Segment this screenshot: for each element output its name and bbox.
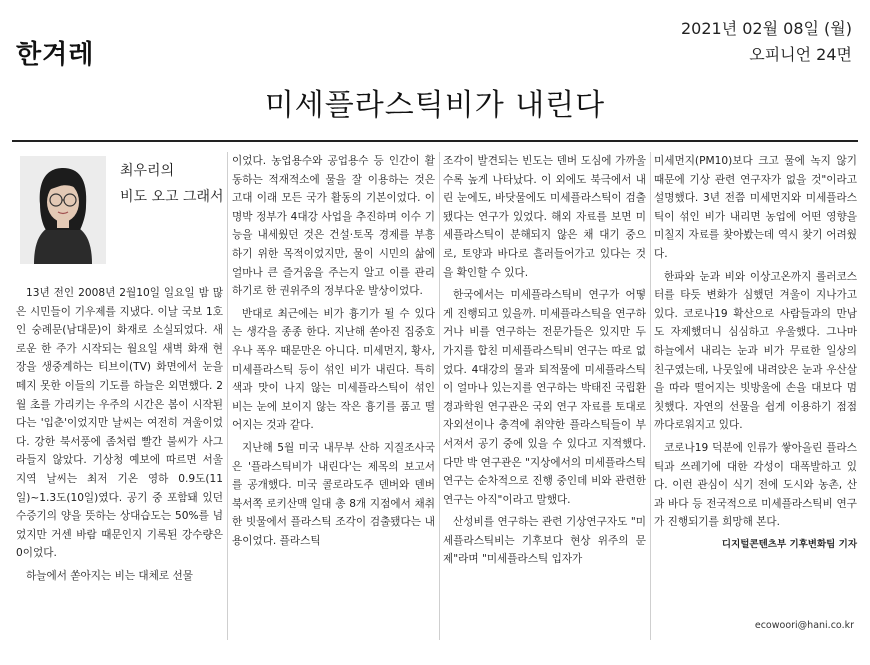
column-title-line1: 최우리의 — [120, 163, 175, 179]
paragraph: 지난해 5월 미국 내무부 산하 지질조사국은 '플라스틱비가 내린다'는 제목의 보고서를 공개했다. 미국 콜로라도주 덴버와 덴버 북서쪽 로키산맥 일대 총 8개 지점에서 채취한 빗물에서 플라스틱 조각이 검출됐다는 내용이었다. 플라스틱 — [232, 441, 435, 547]
paragraph: 미세먼지(PM10)보다 크고 물에 녹지 않기 때문에 기상 관련 연구자가 없을 것"이라고 설명했다. 3년 전쯤 미세먼지와 미세플라스틱이 섞인 비가 내리면 농업에 어떤 영향을 미칠지 자료를 찾아봤는데 역시 찾기 어려웠다. — [654, 155, 857, 260]
paragraph: 코로나19 덕분에 인류가 쌓아올린 플라스틱과 쓰레기에 대한 각성이 대폭발하고 있다. 이런 관심이 식기 전에 도시와 농촌, 산과 바다 등 전국적으로 미세플라스틱비 연구가 진행되기를 희망해 본다. — [654, 441, 857, 529]
author-photo — [20, 156, 106, 264]
article-column-3 — [443, 152, 646, 569]
column-title-line2: 비도 오고 그래서 — [120, 189, 224, 205]
newspaper-logo: 한겨레 — [16, 40, 95, 70]
article-column-1 — [16, 284, 223, 586]
column-divider — [650, 152, 651, 640]
paragraph: 한국에서는 미세플라스틱비 연구가 어떻게 진행되고 있을까. 미세플라스틱을 연구하거나 비를 연구하는 전문가들은 있지만 두 가지를 합친 미세플라스틱비 연구는 따로 없었다. 4대강의 물과 퇴적물에 미세플라스틱이 얼마나 있는지를 연구하는 박태진 국립환경과학원 연구관은 국외 연구 자료를 토대로 자외선이나 충격에 취약한 플라스틱들이 부서져서 공기 중에 있을 수 있다고 지적했다. 다만 박 연구관은 "지상에서의 미세플라스틱 연구는 순차적으로 진행 중인데 비와 관련한 연구는 아직"이라고 말했다. — [443, 289, 646, 506]
publication-date: 2021년 02월 08일 (월) — [680, 19, 852, 38]
author-email: ecowoori@hani.co.kr — [754, 620, 854, 631]
article-column-2 — [232, 152, 435, 550]
column-title — [120, 158, 224, 210]
paragraph: 조각이 발견되는 빈도는 덴버 도심에 가까울수록 높게 나타났다. 이 외에도 북극에서 내린 눈에도, 바닷물에도 미세플라스틱이 검출됐다는 연구가 있었다. 해외 자료를 보면 미세플라스틱이 분해되지 않은 채 대기 중으로, 토양과 바다로 흘러들어가고 있다는 것을 확인할 수 있다. — [443, 155, 646, 279]
author-box — [14, 150, 226, 270]
author-byline: 디지털콘텐츠부 기후변화팀 기자 — [721, 538, 857, 550]
paragraph: 한파와 눈과 비와 이상고온까지 롤러코스터를 타듯 변화가 심했던 겨울이 지나가고 있다. 코로나19 확산으로 사람들과의 만남도 자제했더니 심심하고 우울했다. 그나마 하늘에서 내리는 눈과 비가 무료한 일상의 친구였는데, 나뭇잎에 내려앉은 눈과 우산살을 따라 떨어지는 빗방울에 손을 대보다 멈칫했다. 자연의 선물을 쉽게 이용하기 점점 까다로워지고 있다. — [654, 270, 857, 432]
headline-rule — [12, 140, 858, 142]
paragraph: 13년 전인 2008년 2월10일 일요일 밤 많은 시민들이 기우제를 지냈다. 이날 국보 1호인 숭례문(남대문)이 화재로 소실되었다. 새로운 한 주가 시작되는 월요일 새벽 화재 현장을 생중계하는 티브이(TV) 화면에서 눈을 떼지 못한 이들의 기도를 하늘은 외면했다. 2월 초를 가리키는 우주의 시간은 봄이 시작된다는 '입춘'이었지만 날씨는 여전히 겨울이었다. 강한 북서풍에 좀처럼 빨간 불씨가 사그라들지 않았다. 기상청 예보에 따르면 서울 지역 날씨는 최저 기온 영하 0.9도(11일)~1.3도(10일)였다. 공기 중 포함돼 있던 수증기의 양을 뜻하는 상대습도는 50%를 넘었지만 거센 바람 때문인지 기록된 강수량은 0이었다. — [16, 287, 223, 560]
column-divider — [227, 152, 228, 640]
paragraph: 이었다. 농업용수와 공업용수 등 인간이 활동하는 적재적소에 물을 잘 이용하는 것은 고대 이래 모든 국가 활동의 기본이었다. 이명박 정부가 4대강 사업을 추진하며 이수 기능을 내세웠던 것은 건설·토목 경제를 부흥하기 위한 목적이었지만, 물이 시민의 삶에 얼마나 큰 즐거움을 주는지 알고 이를 관리하기로 한 권위주의 정부다운 발상이었다. — [232, 155, 435, 298]
paragraph: 산성비를 연구하는 관련 기상연구자도 "미세플라스틱비는 기후보다 현상 위주의 문제"라며 "미세플라스틱 입자가 — [443, 516, 646, 566]
author-portrait-icon — [20, 156, 106, 264]
edition-info — [681, 16, 852, 68]
paragraph: 반대로 최근에는 비가 흉기가 될 수 있다는 생각을 종종 한다. 지난해 쏟아진 집중호우나 폭우 때문만은 아니다. 미세먼지, 황사, 미세플라스틱 등이 섞인 비가 내린다. 특히 색과 맛이 나지 않는 미세플라스틱이 섞인 비는 눈에 보이지 않는 작은 흉기를 품고 떨어지는 것과 같다. — [232, 307, 435, 432]
column-divider — [439, 152, 440, 640]
page-section: 오피니언 24면 — [749, 45, 852, 64]
headline: 미세플라스틱비가 내린다 — [264, 88, 606, 123]
paragraph: 하늘에서 쏟아지는 비는 대체로 선물 — [26, 569, 193, 582]
article-column-4 — [654, 152, 857, 554]
